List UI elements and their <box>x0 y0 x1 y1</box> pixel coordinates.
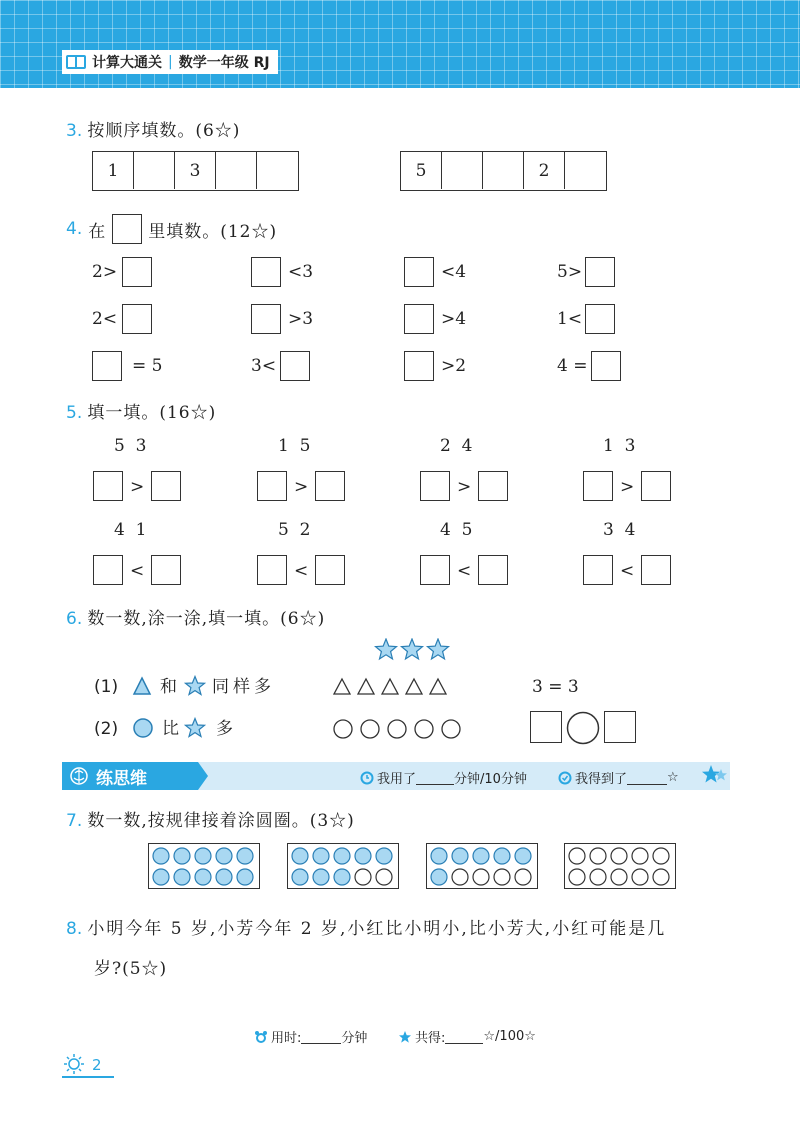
seq-cell: 5 <box>401 152 442 189</box>
q3-sequence-2 <box>400 151 607 191</box>
answer-box[interactable] <box>251 257 281 287</box>
q4-item-pre: 2< <box>92 309 118 329</box>
filled-circle <box>153 848 169 864</box>
star-row <box>374 638 454 664</box>
number-pair: 5 3 <box>114 436 147 456</box>
q4-item-post: >4 <box>441 309 467 329</box>
seq-cell[interactable] <box>565 152 606 189</box>
compare-sign: > <box>457 477 472 497</box>
q7-number: 7. <box>66 811 83 831</box>
filled-circle <box>334 848 350 864</box>
minutes-label: 分钟/10分钟 <box>454 772 527 787</box>
empty-circle <box>452 869 468 885</box>
seq-cell[interactable] <box>442 152 483 189</box>
compare-sign: > <box>294 477 309 497</box>
page-underline <box>62 1076 114 1078</box>
q3-heading <box>66 116 240 141</box>
empty-circle[interactable] <box>632 848 648 864</box>
q3-sequence-1 <box>92 151 299 191</box>
answer-box[interactable] <box>122 257 152 287</box>
q4-item-pre: 3< <box>251 356 277 376</box>
sun-icon <box>62 1052 86 1076</box>
empty-circle[interactable] <box>611 848 627 864</box>
circle-shape[interactable] <box>415 720 433 738</box>
star-suffix: ☆ <box>667 770 679 785</box>
q6-row2-than: 比 <box>162 719 179 739</box>
filled-circle <box>313 869 329 885</box>
q6-row1-answer: 3 = 3 <box>532 677 579 697</box>
answer-box[interactable] <box>257 471 287 501</box>
filled-circle <box>292 848 308 864</box>
star-icon <box>376 639 397 659</box>
empty-circle <box>515 869 531 885</box>
section-title-text: 练思维 <box>96 768 147 789</box>
q4-text-post: 里填数。(12☆) <box>148 221 278 242</box>
answer-box[interactable] <box>585 257 615 287</box>
number-pair: 3 4 <box>603 520 636 540</box>
compare-sign: < <box>294 561 309 581</box>
compare-sign: > <box>620 477 635 497</box>
empty-circle <box>376 869 392 885</box>
compare-sign: < <box>457 561 472 581</box>
triangle-icon <box>132 676 152 696</box>
circle-shape[interactable] <box>388 720 406 738</box>
filled-circle <box>515 848 531 864</box>
empty-circle[interactable] <box>590 848 606 864</box>
answer-box[interactable] <box>92 351 122 381</box>
filled-circle <box>174 869 190 885</box>
answer-box[interactable] <box>420 471 450 501</box>
filled-circle <box>237 848 253 864</box>
time-unit: 分钟 <box>341 1031 368 1046</box>
series-title: 计算大通关 <box>92 55 162 71</box>
page-number: 2 <box>92 1056 102 1074</box>
filled-circle <box>431 869 447 885</box>
q3-text: 按顺序填数。(6☆) <box>87 121 241 141</box>
footer-score-blank[interactable] <box>445 1029 483 1044</box>
empty-circle[interactable] <box>611 869 627 885</box>
q5-heading <box>66 398 216 423</box>
q4-item-pre: 1< <box>557 309 583 329</box>
star-icon <box>184 675 206 697</box>
empty-circle[interactable] <box>653 869 669 885</box>
q4-item-post: = 5 <box>132 356 163 376</box>
q4-text-pre: 在 <box>88 221 107 242</box>
footer-time <box>254 1027 367 1046</box>
q4-item-post: <4 <box>441 262 467 282</box>
triangle-row <box>330 676 456 698</box>
circle-row <box>330 717 466 741</box>
empty-circle[interactable] <box>569 869 585 885</box>
q5-number: 5. <box>66 403 83 423</box>
page-header <box>0 0 800 88</box>
seq-cell[interactable] <box>216 152 257 189</box>
seq-cell[interactable] <box>134 152 175 189</box>
q6-heading <box>66 604 325 629</box>
ten-frame[interactable] <box>564 843 676 889</box>
answer-box[interactable] <box>151 555 181 585</box>
footer-score <box>398 1027 536 1046</box>
score-record <box>558 768 679 787</box>
number-pair: 1 3 <box>603 436 636 456</box>
time-record <box>360 768 527 787</box>
filled-circle <box>216 848 232 864</box>
answer-box[interactable] <box>583 471 613 501</box>
number-pair: 4 1 <box>114 520 147 540</box>
empty-circle[interactable] <box>632 869 648 885</box>
filled-circle <box>334 869 350 885</box>
answer-box[interactable] <box>641 471 671 501</box>
q4-item-post: >2 <box>441 356 467 376</box>
number-pair: 4 5 <box>440 520 473 540</box>
star-icon <box>398 1030 412 1044</box>
triangle-shape[interactable] <box>358 679 374 694</box>
header-divider: | <box>168 54 173 70</box>
q5-text: 填一填。(16☆) <box>87 403 217 423</box>
empty-circle <box>355 869 371 885</box>
ten-frame <box>287 843 399 889</box>
empty-circle[interactable] <box>590 869 606 885</box>
compare-sign: < <box>620 561 635 581</box>
filled-circle <box>174 848 190 864</box>
triangle-shape[interactable] <box>430 679 446 694</box>
clock-icon <box>360 771 374 785</box>
filled-circle <box>195 869 211 885</box>
answer-box[interactable] <box>420 555 450 585</box>
answer-box[interactable] <box>315 471 345 501</box>
answer-box[interactable] <box>478 471 508 501</box>
triangle-shape[interactable] <box>382 679 398 694</box>
q4-item-pre: 5> <box>557 262 583 282</box>
q6-row1-label: (1) <box>94 677 119 697</box>
star-icon <box>184 717 206 739</box>
seq-cell[interactable] <box>483 152 524 189</box>
q8-line1: 小明今年 5 岁,小芳今年 2 岁,小红比小明小,比小芳大,小红可能是几 <box>87 919 667 939</box>
section-title <box>62 762 198 790</box>
q4-item-post: >3 <box>288 309 314 329</box>
answer-box[interactable] <box>257 555 287 585</box>
filled-circle <box>313 848 329 864</box>
ten-frame <box>148 843 260 889</box>
sample-box <box>112 214 142 244</box>
seq-cell: 1 <box>93 152 134 189</box>
filled-circle <box>237 869 253 885</box>
answer-box[interactable] <box>591 351 621 381</box>
answer-box[interactable] <box>122 304 152 334</box>
filled-circle <box>153 869 169 885</box>
ten-frame <box>426 843 538 889</box>
answer-box[interactable] <box>583 555 613 585</box>
answer-circle[interactable] <box>566 711 600 745</box>
filled-circle <box>494 848 510 864</box>
score-blank[interactable] <box>627 770 667 785</box>
q3-number: 3. <box>66 121 83 141</box>
check-icon <box>558 771 572 785</box>
q8-number: 8. <box>66 919 83 939</box>
filled-circle <box>452 848 468 864</box>
answer-box[interactable] <box>404 304 434 334</box>
filled-circle <box>292 869 308 885</box>
q6-row2-label: (2) <box>94 719 119 739</box>
q4-number: 4. <box>66 219 83 239</box>
answer-box[interactable] <box>530 711 562 743</box>
q8-heading <box>66 914 746 939</box>
answer-box[interactable] <box>404 257 434 287</box>
q7-text: 数一数,按规律接着涂圆圈。(3☆) <box>87 811 355 831</box>
q8-line2: 岁?(5☆) <box>94 959 168 979</box>
number-pair: 2 4 <box>440 436 473 456</box>
seq-cell[interactable] <box>257 152 298 189</box>
double-star-icon <box>700 763 730 789</box>
empty-circle[interactable] <box>653 848 669 864</box>
filled-circle <box>216 869 232 885</box>
q6-row2-tail: 多 <box>216 719 233 739</box>
alarm-clock-icon <box>254 1030 268 1044</box>
seq-cell: 2 <box>524 152 565 189</box>
q7-heading <box>66 806 355 831</box>
circle-shape[interactable] <box>361 720 379 738</box>
got-label: 我得到了 <box>575 772 628 787</box>
score-suffix: ☆/100☆ <box>483 1029 536 1044</box>
q4-heading <box>66 214 277 244</box>
filled-circle <box>355 848 371 864</box>
empty-circle <box>494 869 510 885</box>
q4-item-post: <3 <box>288 262 314 282</box>
answer-box[interactable] <box>151 471 181 501</box>
book-icon <box>66 55 86 69</box>
answer-box[interactable] <box>93 555 123 585</box>
number-pair: 1 5 <box>278 436 311 456</box>
time-label: 用时: <box>271 1031 302 1046</box>
empty-circle[interactable] <box>569 848 585 864</box>
grade-subtitle: 数学一年级 RJ <box>178 55 270 71</box>
q4-item-pre: 2> <box>92 262 118 282</box>
star-icon <box>402 639 423 659</box>
answer-box[interactable] <box>404 351 434 381</box>
number-pair: 5 2 <box>278 520 311 540</box>
seq-cell: 3 <box>175 152 216 189</box>
answer-box[interactable] <box>641 555 671 585</box>
answer-box[interactable] <box>280 351 310 381</box>
answer-box[interactable] <box>585 304 615 334</box>
time-blank[interactable] <box>416 770 454 785</box>
circle-shape[interactable] <box>442 720 460 738</box>
answer-box[interactable] <box>93 471 123 501</box>
answer-box[interactable] <box>315 555 345 585</box>
answer-box[interactable] <box>251 304 281 334</box>
score-label: 共得: <box>415 1031 446 1046</box>
filled-circle <box>195 848 211 864</box>
empty-circle <box>473 869 489 885</box>
circle-icon <box>132 717 154 739</box>
filled-circle <box>431 848 447 864</box>
compare-sign: < <box>130 561 145 581</box>
used-label: 我用了 <box>377 772 417 787</box>
brain-icon <box>68 765 90 787</box>
star-icon <box>428 639 449 659</box>
header-title-bar <box>62 50 278 74</box>
triangle-shape[interactable] <box>334 679 350 694</box>
q6-row1-and: 和 <box>160 677 177 697</box>
q4-item-pre: 4 = <box>557 356 588 376</box>
q6-row1-tail: 同样多 <box>212 677 275 697</box>
answer-box[interactable] <box>604 711 636 743</box>
q6-text: 数一数,涂一涂,填一填。(6☆) <box>87 609 326 629</box>
compare-sign: > <box>130 477 145 497</box>
filled-circle <box>376 848 392 864</box>
triangle-shape[interactable] <box>406 679 422 694</box>
answer-box[interactable] <box>478 555 508 585</box>
q6-number: 6. <box>66 609 83 629</box>
footer-time-blank[interactable] <box>301 1029 341 1044</box>
circle-shape[interactable] <box>334 720 352 738</box>
filled-circle <box>473 848 489 864</box>
